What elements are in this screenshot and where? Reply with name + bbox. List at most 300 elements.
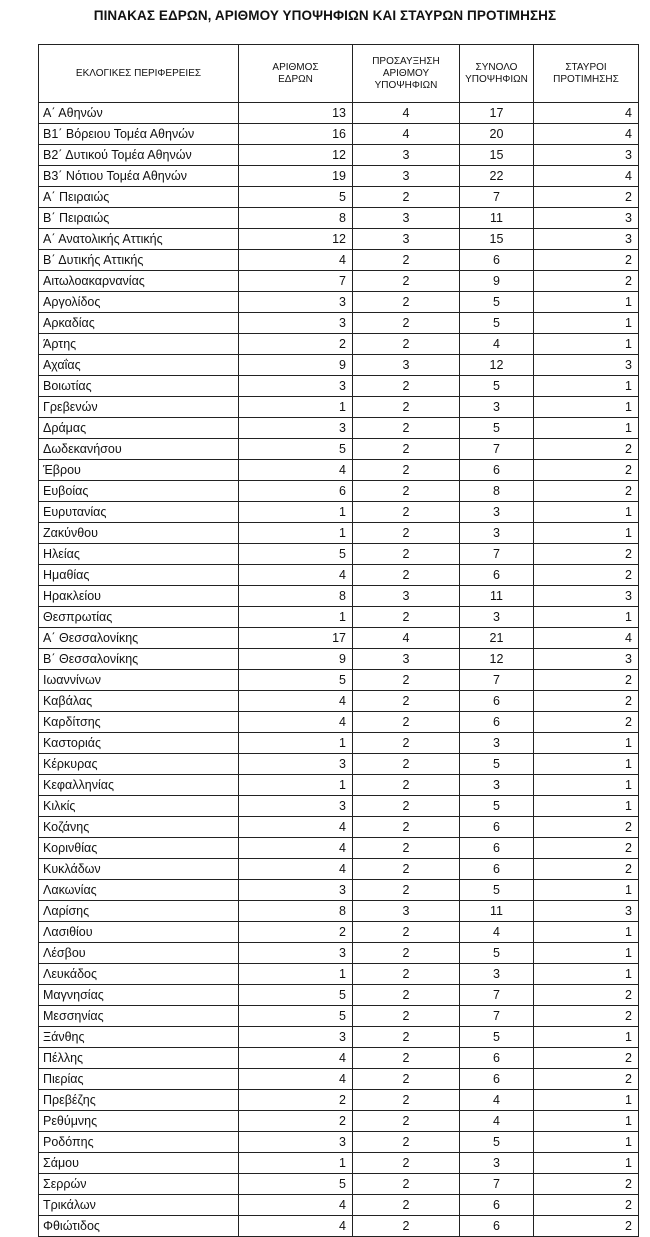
cell-constituency: Β΄ Θεσσαλονίκης <box>39 649 239 670</box>
table-row <box>39 1195 639 1216</box>
table-row <box>39 397 639 418</box>
cell-total-candidates: 6 <box>460 250 534 271</box>
table-row <box>39 691 639 712</box>
cell-preference-votes: 2 <box>534 439 639 460</box>
table-row <box>39 565 639 586</box>
cell-total-candidates: 5 <box>460 1027 534 1048</box>
cell-total-candidates: 3 <box>460 1153 534 1174</box>
cell-candidate-increase: 2 <box>353 1090 460 1111</box>
cell-seats: 1 <box>239 607 353 628</box>
cell-total-candidates: 6 <box>460 460 534 481</box>
cell-seats: 4 <box>239 565 353 586</box>
cell-candidate-increase: 2 <box>353 397 460 418</box>
table-row <box>39 607 639 628</box>
cell-seats: 3 <box>239 292 353 313</box>
cell-total-candidates: 7 <box>460 544 534 565</box>
cell-seats: 8 <box>239 901 353 922</box>
cell-candidate-increase: 3 <box>353 355 460 376</box>
cell-constituency: Ευβοίας <box>39 481 239 502</box>
cell-preference-votes: 1 <box>534 733 639 754</box>
table-row <box>39 1111 639 1132</box>
cell-candidate-increase: 2 <box>353 460 460 481</box>
cell-constituency: Κέρκυρας <box>39 754 239 775</box>
table-row <box>39 313 639 334</box>
cell-total-candidates: 6 <box>460 817 534 838</box>
cell-seats: 4 <box>239 1195 353 1216</box>
cell-preference-votes: 2 <box>534 565 639 586</box>
table-row <box>39 586 639 607</box>
table-row <box>39 376 639 397</box>
cell-candidate-increase: 2 <box>353 1132 460 1153</box>
cell-seats: 1 <box>239 775 353 796</box>
cell-candidate-increase: 2 <box>353 943 460 964</box>
cell-total-candidates: 6 <box>460 1069 534 1090</box>
cell-candidate-increase: 2 <box>353 880 460 901</box>
header-preference-votes: ΣΤΑΥΡΟΙ ΠΡΟΤΙΜΗΣΗΣ <box>534 45 639 103</box>
table-row <box>39 796 639 817</box>
cell-candidate-increase: 3 <box>353 145 460 166</box>
cell-constituency: Πέλλης <box>39 1048 239 1069</box>
cell-total-candidates: 6 <box>460 712 534 733</box>
cell-preference-votes: 1 <box>534 943 639 964</box>
cell-constituency: Ευρυτανίας <box>39 502 239 523</box>
table-row <box>39 271 639 292</box>
cell-total-candidates: 6 <box>460 1048 534 1069</box>
cell-seats: 2 <box>239 922 353 943</box>
table-row <box>39 187 639 208</box>
header-candidate-increase: ΠΡΟΣΑΥΞΗΣΗ ΑΡΙΘΜΟΥ ΥΠΟΨΗΦΙΩΝ <box>353 45 460 103</box>
cell-constituency: Αρκαδίας <box>39 313 239 334</box>
table-row <box>39 145 639 166</box>
cell-candidate-increase: 2 <box>353 1216 460 1237</box>
cell-preference-votes: 2 <box>534 1069 639 1090</box>
cell-constituency: Α΄ Θεσσαλονίκης <box>39 628 239 649</box>
cell-constituency: Καστοριάς <box>39 733 239 754</box>
cell-total-candidates: 4 <box>460 1111 534 1132</box>
table-row <box>39 208 639 229</box>
cell-total-candidates: 6 <box>460 565 534 586</box>
table-row <box>39 1132 639 1153</box>
document-title: ΠΙΝΑΚΑΣ ΕΔΡΩΝ, ΑΡΙΘΜΟΥ ΥΠΟΨΗΦΙΩΝ ΚΑΙ ΣΤΑΥΡΩΝ ΠΡΟΤΙΜΗΣΗΣ <box>93 8 557 23</box>
cell-candidate-increase: 2 <box>353 250 460 271</box>
cell-total-candidates: 11 <box>460 901 534 922</box>
cell-constituency: Κιλκίς <box>39 796 239 817</box>
cell-seats: 9 <box>239 649 353 670</box>
cell-candidate-increase: 2 <box>353 922 460 943</box>
table-row <box>39 859 639 880</box>
cell-constituency: Ζακύνθου <box>39 523 239 544</box>
cell-seats: 8 <box>239 208 353 229</box>
header-row <box>39 45 639 103</box>
cell-preference-votes: 1 <box>534 292 639 313</box>
cell-constituency: Αργολίδος <box>39 292 239 313</box>
cell-constituency: Έβρου <box>39 460 239 481</box>
cell-seats: 12 <box>239 229 353 250</box>
cell-constituency: Γρεβενών <box>39 397 239 418</box>
cell-total-candidates: 6 <box>460 691 534 712</box>
table-row <box>39 1090 639 1111</box>
cell-candidate-increase: 2 <box>353 1111 460 1132</box>
table-row <box>39 901 639 922</box>
cell-constituency: Β1΄ Βόρειου Τομέα Αθηνών <box>39 124 239 145</box>
cell-constituency: Τρικάλων <box>39 1195 239 1216</box>
cell-preference-votes: 3 <box>534 649 639 670</box>
table-row <box>39 1216 639 1237</box>
cell-seats: 1 <box>239 523 353 544</box>
seats-table <box>38 44 639 1237</box>
cell-total-candidates: 22 <box>460 166 534 187</box>
cell-candidate-increase: 2 <box>353 334 460 355</box>
cell-preference-votes: 2 <box>534 460 639 481</box>
cell-total-candidates: 9 <box>460 271 534 292</box>
cell-constituency: Ροδόπης <box>39 1132 239 1153</box>
cell-preference-votes: 1 <box>534 313 639 334</box>
table-row <box>39 1174 639 1195</box>
cell-constituency: Α΄ Πειραιώς <box>39 187 239 208</box>
cell-seats: 4 <box>239 1069 353 1090</box>
cell-candidate-increase: 3 <box>353 901 460 922</box>
cell-preference-votes: 2 <box>534 271 639 292</box>
cell-candidate-increase: 2 <box>353 544 460 565</box>
cell-constituency: Ημαθίας <box>39 565 239 586</box>
table-row <box>39 481 639 502</box>
cell-preference-votes: 1 <box>534 334 639 355</box>
cell-total-candidates: 7 <box>460 1174 534 1195</box>
cell-seats: 1 <box>239 397 353 418</box>
cell-constituency: Μεσσηνίας <box>39 1006 239 1027</box>
cell-preference-votes: 2 <box>534 187 639 208</box>
cell-constituency: Θεσπρωτίας <box>39 607 239 628</box>
cell-total-candidates: 3 <box>460 523 534 544</box>
cell-seats: 3 <box>239 943 353 964</box>
cell-total-candidates: 3 <box>460 775 534 796</box>
cell-candidate-increase: 2 <box>353 523 460 544</box>
cell-candidate-increase: 2 <box>353 1069 460 1090</box>
cell-seats: 5 <box>239 1174 353 1195</box>
table-row <box>39 334 639 355</box>
cell-constituency: Α΄ Αθηνών <box>39 103 239 124</box>
cell-constituency: Πρεβέζης <box>39 1090 239 1111</box>
cell-constituency: Β΄ Πειραιώς <box>39 208 239 229</box>
cell-total-candidates: 3 <box>460 733 534 754</box>
cell-candidate-increase: 4 <box>353 628 460 649</box>
cell-total-candidates: 3 <box>460 964 534 985</box>
cell-candidate-increase: 2 <box>353 754 460 775</box>
cell-preference-votes: 2 <box>534 250 639 271</box>
cell-total-candidates: 5 <box>460 292 534 313</box>
cell-candidate-increase: 2 <box>353 712 460 733</box>
table-row <box>39 985 639 1006</box>
table-body <box>39 103 639 1237</box>
cell-candidate-increase: 3 <box>353 229 460 250</box>
cell-preference-votes: 3 <box>534 208 639 229</box>
cell-total-candidates: 20 <box>460 124 534 145</box>
cell-preference-votes: 4 <box>534 103 639 124</box>
table-row <box>39 502 639 523</box>
cell-preference-votes: 2 <box>534 1195 639 1216</box>
cell-preference-votes: 1 <box>534 880 639 901</box>
cell-candidate-increase: 2 <box>353 796 460 817</box>
cell-candidate-increase: 2 <box>353 565 460 586</box>
cell-constituency: Λέσβου <box>39 943 239 964</box>
cell-preference-votes: 2 <box>534 817 639 838</box>
header-total-candidates: ΣΥΝΟΛΟ ΥΠΟΨΗΦΙΩΝ <box>460 45 534 103</box>
cell-total-candidates: 5 <box>460 1132 534 1153</box>
cell-candidate-increase: 2 <box>353 985 460 1006</box>
cell-candidate-increase: 2 <box>353 691 460 712</box>
table-row <box>39 1027 639 1048</box>
cell-seats: 5 <box>239 985 353 1006</box>
table-row <box>39 355 639 376</box>
cell-total-candidates: 3 <box>460 397 534 418</box>
table-row <box>39 817 639 838</box>
cell-seats: 13 <box>239 103 353 124</box>
cell-preference-votes: 3 <box>534 355 639 376</box>
cell-constituency: Φθιώτιδος <box>39 1216 239 1237</box>
cell-constituency: Β΄ Δυτικής Αττικής <box>39 250 239 271</box>
table-row <box>39 250 639 271</box>
cell-seats: 5 <box>239 544 353 565</box>
cell-total-candidates: 4 <box>460 334 534 355</box>
cell-candidate-increase: 2 <box>353 418 460 439</box>
cell-seats: 9 <box>239 355 353 376</box>
cell-candidate-increase: 2 <box>353 1027 460 1048</box>
table-row <box>39 124 639 145</box>
cell-preference-votes: 1 <box>534 754 639 775</box>
cell-constituency: Σάμου <box>39 1153 239 1174</box>
cell-preference-votes: 1 <box>534 922 639 943</box>
cell-total-candidates: 5 <box>460 313 534 334</box>
cell-constituency: Αιτωλοακαρνανίας <box>39 271 239 292</box>
cell-total-candidates: 15 <box>460 229 534 250</box>
cell-seats: 17 <box>239 628 353 649</box>
cell-seats: 2 <box>239 334 353 355</box>
cell-seats: 3 <box>239 1132 353 1153</box>
cell-candidate-increase: 4 <box>353 103 460 124</box>
cell-seats: 1 <box>239 733 353 754</box>
cell-preference-votes: 1 <box>534 1132 639 1153</box>
cell-candidate-increase: 2 <box>353 271 460 292</box>
cell-total-candidates: 12 <box>460 649 534 670</box>
cell-seats: 12 <box>239 145 353 166</box>
cell-candidate-increase: 2 <box>353 187 460 208</box>
cell-candidate-increase: 3 <box>353 208 460 229</box>
cell-total-candidates: 21 <box>460 628 534 649</box>
cell-preference-votes: 3 <box>534 145 639 166</box>
cell-preference-votes: 2 <box>534 1006 639 1027</box>
table-row <box>39 292 639 313</box>
cell-preference-votes: 1 <box>534 1090 639 1111</box>
table-row <box>39 1153 639 1174</box>
table-row <box>39 628 639 649</box>
cell-constituency: Α΄ Ανατολικής Αττικής <box>39 229 239 250</box>
cell-total-candidates: 6 <box>460 1195 534 1216</box>
cell-preference-votes: 1 <box>534 376 639 397</box>
cell-seats: 3 <box>239 1027 353 1048</box>
table-row <box>39 775 639 796</box>
cell-candidate-increase: 2 <box>353 733 460 754</box>
cell-candidate-increase: 2 <box>353 292 460 313</box>
cell-candidate-increase: 2 <box>353 838 460 859</box>
cell-preference-votes: 2 <box>534 859 639 880</box>
table-row <box>39 460 639 481</box>
table-row <box>39 1069 639 1090</box>
cell-seats: 5 <box>239 670 353 691</box>
cell-preference-votes: 2 <box>534 1048 639 1069</box>
cell-seats: 5 <box>239 439 353 460</box>
cell-preference-votes: 2 <box>534 985 639 1006</box>
cell-seats: 3 <box>239 796 353 817</box>
cell-candidate-increase: 2 <box>353 670 460 691</box>
cell-preference-votes: 1 <box>534 523 639 544</box>
cell-total-candidates: 17 <box>460 103 534 124</box>
cell-seats: 2 <box>239 1111 353 1132</box>
cell-preference-votes: 4 <box>534 628 639 649</box>
cell-total-candidates: 5 <box>460 376 534 397</box>
cell-preference-votes: 2 <box>534 544 639 565</box>
cell-preference-votes: 4 <box>534 166 639 187</box>
cell-preference-votes: 1 <box>534 964 639 985</box>
cell-candidate-increase: 3 <box>353 586 460 607</box>
cell-preference-votes: 1 <box>534 1153 639 1174</box>
cell-preference-votes: 1 <box>534 775 639 796</box>
cell-preference-votes: 2 <box>534 1216 639 1237</box>
cell-candidate-increase: 2 <box>353 775 460 796</box>
cell-constituency: Βοιωτίας <box>39 376 239 397</box>
cell-seats: 1 <box>239 502 353 523</box>
cell-preference-votes: 1 <box>534 397 639 418</box>
cell-seats: 3 <box>239 880 353 901</box>
table-row <box>39 544 639 565</box>
table-row <box>39 523 639 544</box>
cell-preference-votes: 2 <box>534 1174 639 1195</box>
cell-total-candidates: 11 <box>460 208 534 229</box>
cell-seats: 1 <box>239 1153 353 1174</box>
cell-candidate-increase: 4 <box>353 124 460 145</box>
cell-seats: 4 <box>239 1216 353 1237</box>
cell-total-candidates: 11 <box>460 586 534 607</box>
cell-total-candidates: 7 <box>460 187 534 208</box>
cell-seats: 4 <box>239 712 353 733</box>
cell-preference-votes: 1 <box>534 796 639 817</box>
cell-total-candidates: 7 <box>460 1006 534 1027</box>
table-row <box>39 712 639 733</box>
cell-candidate-increase: 2 <box>353 1006 460 1027</box>
header-seats: ΑΡΙΘΜΟΣ ΕΔΡΩΝ <box>239 45 353 103</box>
cell-constituency: Μαγνησίας <box>39 985 239 1006</box>
table-row <box>39 166 639 187</box>
cell-total-candidates: 3 <box>460 502 534 523</box>
cell-constituency: Ηρακλείου <box>39 586 239 607</box>
cell-constituency: Κεφαλληνίας <box>39 775 239 796</box>
cell-constituency: Δωδεκανήσου <box>39 439 239 460</box>
cell-seats: 1 <box>239 964 353 985</box>
cell-preference-votes: 2 <box>534 712 639 733</box>
cell-total-candidates: 7 <box>460 439 534 460</box>
cell-constituency: Καρδίτσης <box>39 712 239 733</box>
cell-constituency: Β3΄ Νότιου Τομέα Αθηνών <box>39 166 239 187</box>
cell-total-candidates: 15 <box>460 145 534 166</box>
cell-preference-votes: 3 <box>534 901 639 922</box>
cell-seats: 4 <box>239 817 353 838</box>
cell-preference-votes: 4 <box>534 124 639 145</box>
cell-candidate-increase: 2 <box>353 1153 460 1174</box>
cell-seats: 4 <box>239 1048 353 1069</box>
cell-preference-votes: 1 <box>534 418 639 439</box>
cell-candidate-increase: 2 <box>353 1048 460 1069</box>
cell-candidate-increase: 3 <box>353 166 460 187</box>
cell-constituency: Λασιθίου <box>39 922 239 943</box>
cell-constituency: Κυκλάδων <box>39 859 239 880</box>
cell-constituency: Πιερίας <box>39 1069 239 1090</box>
cell-candidate-increase: 2 <box>353 1195 460 1216</box>
table-row <box>39 103 639 124</box>
cell-seats: 3 <box>239 418 353 439</box>
cell-candidate-increase: 2 <box>353 817 460 838</box>
table-row <box>39 922 639 943</box>
cell-candidate-increase: 2 <box>353 439 460 460</box>
cell-preference-votes: 1 <box>534 1027 639 1048</box>
table-row <box>39 880 639 901</box>
cell-seats: 5 <box>239 1006 353 1027</box>
table-row <box>39 418 639 439</box>
table-row <box>39 754 639 775</box>
cell-preference-votes: 2 <box>534 691 639 712</box>
cell-preference-votes: 3 <box>534 586 639 607</box>
cell-constituency: Καβάλας <box>39 691 239 712</box>
cell-constituency: Κοζάνης <box>39 817 239 838</box>
cell-candidate-increase: 2 <box>353 1174 460 1195</box>
cell-preference-votes: 1 <box>534 502 639 523</box>
cell-constituency: Λακωνίας <box>39 880 239 901</box>
cell-seats: 3 <box>239 376 353 397</box>
cell-candidate-increase: 2 <box>353 481 460 502</box>
cell-total-candidates: 7 <box>460 985 534 1006</box>
header-constituency: ΕΚΛΟΓΙΚΕΣ ΠΕΡΙΦΕΡΕΙΕΣ <box>39 45 239 103</box>
cell-seats: 6 <box>239 481 353 502</box>
cell-total-candidates: 4 <box>460 922 534 943</box>
cell-total-candidates: 6 <box>460 838 534 859</box>
cell-total-candidates: 6 <box>460 1216 534 1237</box>
cell-constituency: Β2΄ Δυτικού Τομέα Αθηνών <box>39 145 239 166</box>
cell-seats: 5 <box>239 187 353 208</box>
table-row <box>39 229 639 250</box>
cell-candidate-increase: 2 <box>353 964 460 985</box>
cell-seats: 19 <box>239 166 353 187</box>
cell-preference-votes: 1 <box>534 607 639 628</box>
table-row <box>39 1048 639 1069</box>
cell-constituency: Λευκάδος <box>39 964 239 985</box>
cell-constituency: Ρεθύμνης <box>39 1111 239 1132</box>
cell-preference-votes: 2 <box>534 481 639 502</box>
table-row <box>39 733 639 754</box>
cell-seats: 4 <box>239 250 353 271</box>
cell-total-candidates: 5 <box>460 880 534 901</box>
cell-candidate-increase: 2 <box>353 859 460 880</box>
cell-candidate-increase: 3 <box>353 649 460 670</box>
cell-seats: 3 <box>239 313 353 334</box>
cell-preference-votes: 2 <box>534 670 639 691</box>
cell-constituency: Ιωαννίνων <box>39 670 239 691</box>
cell-constituency: Ηλείας <box>39 544 239 565</box>
cell-total-candidates: 5 <box>460 796 534 817</box>
cell-preference-votes: 1 <box>534 1111 639 1132</box>
cell-constituency: Κορινθίας <box>39 838 239 859</box>
cell-seats: 4 <box>239 838 353 859</box>
cell-total-candidates: 5 <box>460 418 534 439</box>
cell-constituency: Ξάνθης <box>39 1027 239 1048</box>
table-row <box>39 1006 639 1027</box>
